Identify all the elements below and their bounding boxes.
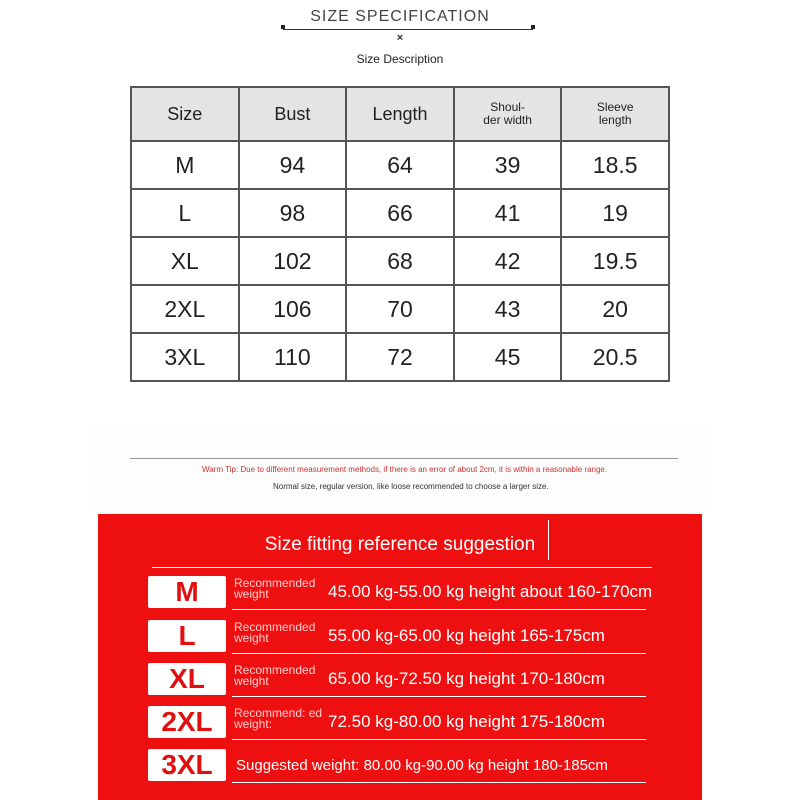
table-cell: 64 bbox=[346, 141, 454, 189]
table-row bbox=[131, 141, 669, 189]
column-header-shoulder-width: Shoul- der width bbox=[454, 87, 562, 141]
column-header-size: Size bbox=[131, 87, 239, 141]
table-header-row bbox=[131, 87, 669, 141]
table-cell: 98 bbox=[239, 189, 347, 237]
size-badge-l: L bbox=[148, 620, 226, 652]
table-cell: 94 bbox=[239, 141, 347, 189]
table-row bbox=[131, 189, 669, 237]
table-cell: 70 bbox=[346, 285, 454, 333]
size-badge-2xl: 2XL bbox=[148, 706, 226, 738]
table-row bbox=[131, 237, 669, 285]
fitting-row-m bbox=[148, 576, 658, 610]
header-subtitle: Size Description bbox=[356, 52, 444, 66]
fitting-row-l bbox=[148, 620, 658, 654]
recommendation-text: 72.50 kg-80.00 kg height 175-180cm bbox=[328, 712, 605, 731]
table-cell: 102 bbox=[239, 237, 347, 285]
column-header-sleeve-length: Sleeve length bbox=[561, 87, 669, 141]
row-underline bbox=[232, 696, 646, 697]
warm-tip-text: Warm Tip: Due to different measurement methods, if there is an error of about 2cm, it is within a reasonable range. bbox=[202, 465, 608, 474]
column-header-length: Length bbox=[346, 87, 454, 141]
normal-size-tip-text: Normal size, regular version, like loose recommended to choose a larger size. bbox=[273, 482, 549, 491]
recommended-weight-label: Recommended weight bbox=[234, 663, 316, 688]
recommendation-text: 65.00 kg-72.50 kg height 170-180cm bbox=[328, 669, 605, 688]
row-underline bbox=[232, 739, 646, 740]
header-title: SIZE SPECIFICATION bbox=[310, 8, 490, 25]
table-cell: 68 bbox=[346, 237, 454, 285]
table-cell: 18.5 bbox=[561, 141, 669, 189]
recommended-weight-label: Recommend: ed weight: bbox=[234, 706, 323, 731]
table-cell: 106 bbox=[239, 285, 347, 333]
table-cell: 39 bbox=[454, 141, 562, 189]
recommendation-text: 55.00 kg-65.00 kg height 165-175cm bbox=[328, 626, 605, 645]
size-specification-table bbox=[130, 86, 670, 382]
size-badge-xl: XL bbox=[148, 663, 226, 695]
row-underline bbox=[232, 653, 646, 654]
size-badge-3xl: 3XL bbox=[148, 749, 226, 781]
fitting-title-underline bbox=[152, 567, 652, 568]
table-cell: L bbox=[131, 189, 239, 237]
header-dot-right bbox=[531, 25, 535, 29]
header-divider bbox=[283, 29, 533, 30]
recommended-weight-label: Recommended weight bbox=[234, 620, 316, 645]
tip-divider bbox=[130, 458, 678, 459]
row-underline bbox=[232, 609, 646, 610]
table-cell: 45 bbox=[454, 333, 562, 381]
table-cell: 110 bbox=[239, 333, 347, 381]
table-row bbox=[131, 285, 669, 333]
table-row bbox=[131, 333, 669, 381]
fitting-row-2xl bbox=[148, 706, 658, 740]
fitting-row-xl bbox=[148, 663, 658, 697]
table-cell: 72 bbox=[346, 333, 454, 381]
size-badge-m: M bbox=[148, 576, 226, 608]
table-cell: 3XL bbox=[131, 333, 239, 381]
header-dot-left bbox=[281, 25, 285, 29]
table-cell: 66 bbox=[346, 189, 454, 237]
fitting-title: Size fitting reference suggestion bbox=[264, 534, 536, 555]
column-header-bust: Bust bbox=[239, 87, 347, 141]
table-cell: M bbox=[131, 141, 239, 189]
table-cell: 19.5 bbox=[561, 237, 669, 285]
table-cell: 41 bbox=[454, 189, 562, 237]
table-cell: 43 bbox=[454, 285, 562, 333]
recommendation-text: Suggested weight: 80.00 kg-90.00 kg height 180-185cm bbox=[236, 757, 608, 774]
recommended-weight-label: Recommended weight bbox=[234, 576, 316, 601]
table-cell: XL bbox=[131, 237, 239, 285]
recommendation-text: 45.00 kg-55.00 kg height about 160-170cm bbox=[328, 582, 653, 601]
table-cell: 20 bbox=[561, 285, 669, 333]
fitting-row-3xl bbox=[148, 749, 658, 783]
table-cell: 42 bbox=[454, 237, 562, 285]
table-cell: 2XL bbox=[131, 285, 239, 333]
table-cell: 19 bbox=[561, 189, 669, 237]
row-underline bbox=[232, 782, 646, 783]
table-cell: 20.5 bbox=[561, 333, 669, 381]
cross-icon: × bbox=[396, 32, 404, 44]
